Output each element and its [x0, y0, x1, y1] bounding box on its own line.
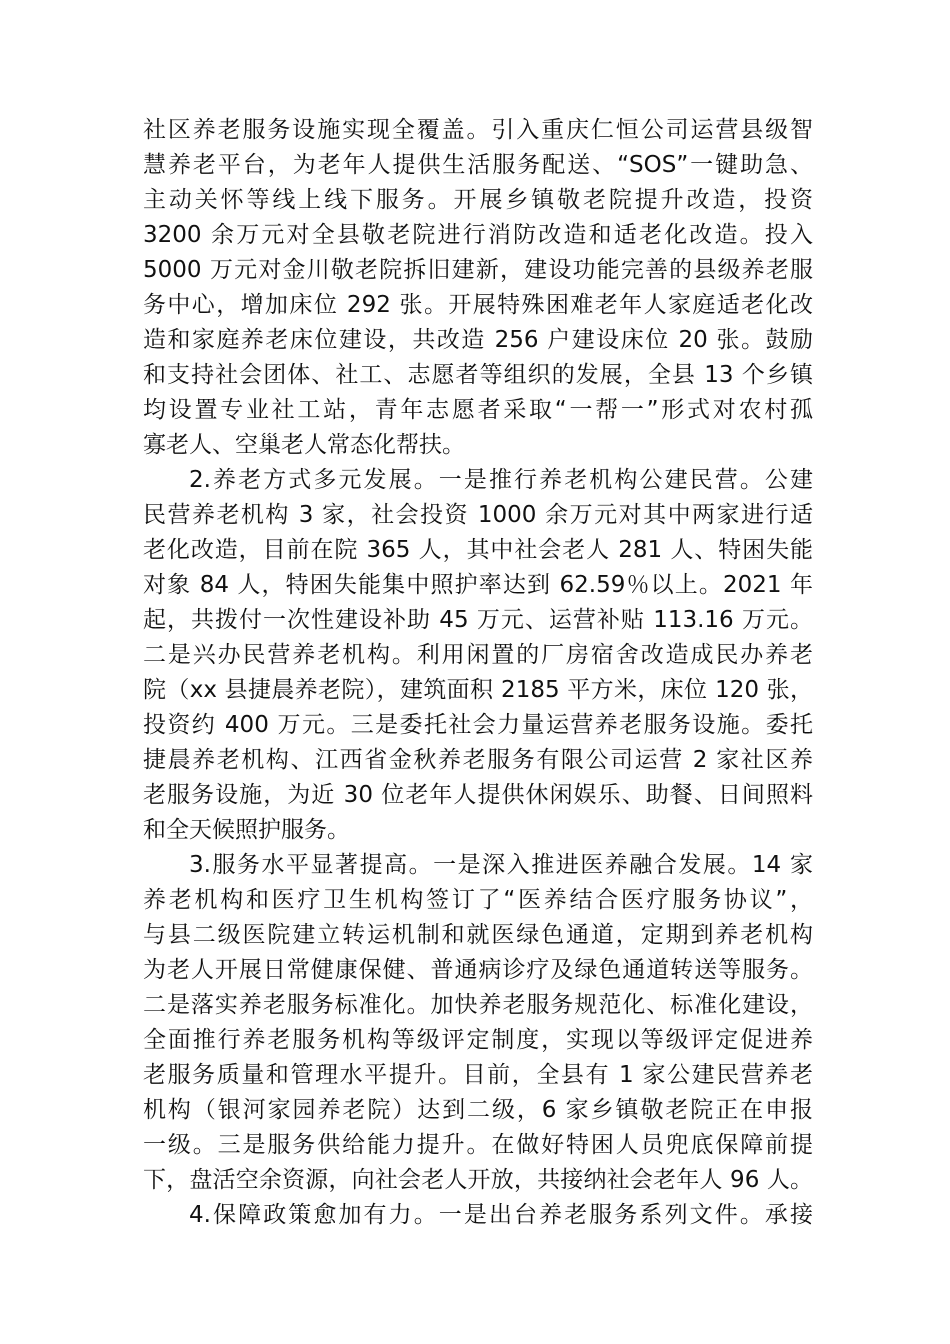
text-line: 为老人开展日常健康保健、普通病诊疗及绿色通道转送等服务。 — [143, 957, 813, 983]
text-line: 均设置专业社工站，青年志愿者采取“一帮一”形式对农村孤 — [143, 397, 813, 423]
text-line: 和支持社会团体、社工、志愿者等组织的发展，全县 13 个乡镇 — [143, 362, 813, 388]
text-line: 社区养老服务设施实现全覆盖。引入重庆仁恒公司运营县级智 — [143, 117, 813, 143]
text-line: 二是兴办民营养老机构。利用闲置的厂房宿舍改造成民办养老 — [143, 642, 813, 668]
text-line: 主动关怀等线上线下服务。开展乡镇敬老院提升改造，投资 — [143, 187, 813, 213]
text-line: 寡老人、空巢老人常态化帮扶。 — [143, 432, 465, 458]
text-line: 院（xx 县捷晨养老院），建筑面积 2185 平方米，床位 120 张， — [143, 677, 813, 703]
text-line: 慧养老平台，为老年人提供生活服务配送、“SOS”一键助急、 — [143, 152, 813, 178]
text-line: 5000 万元对金川敬老院拆旧建新，建设功能完善的县级养老服 — [143, 257, 813, 283]
text-line: 务中心，增加床位 292 张。开展特殊困难老年人家庭适老化改 — [143, 292, 813, 318]
text-line: 二是落实养老服务标准化。加快养老服务规范化、标准化建设， — [143, 992, 813, 1018]
text-line: 全面推行养老服务机构等级评定制度，实现以等级评定促进养 — [143, 1027, 813, 1053]
text-line: 投资约 400 万元。三是委托社会力量运营养老服务设施。委托 — [143, 712, 813, 738]
text-line: 和全天候照护服务。 — [143, 817, 350, 843]
paragraph-first-line: 2.养老方式多元发展。一是推行养老机构公建民营。公建 — [189, 467, 813, 493]
text-line: 与县二级医院建立转运机制和就医绿色通道，定期到养老机构 — [143, 922, 813, 948]
text-line: 起，共拨付一次性建设补助 45 万元、运营补贴 113.16 万元。 — [143, 607, 813, 633]
text-line: 老化改造，目前在院 365 人，其中社会老人 281 人、特困失能 — [143, 537, 813, 563]
text-line: 对象 84 人，特困失能集中照护率达到 62.59％以上。2021 年 — [143, 572, 813, 598]
text-line: 造和家庭养老床位建设，共改造 256 户建设床位 20 张。鼓励 — [143, 327, 813, 353]
text-line: 老服务设施，为近 30 位老年人提供休闲娱乐、助餐、日间照料 — [143, 782, 813, 808]
text-line: 一级。三是服务供给能力提升。在做好特困人员兜底保障前提 — [143, 1132, 813, 1158]
paragraph-first-line: 3.服务水平显著提高。一是深入推进医养融合发展。14 家 — [189, 852, 813, 878]
text-line: 老服务质量和管理水平提升。目前，全县有 1 家公建民营养老 — [143, 1062, 813, 1088]
text-line: 捷晨养老机构、江西省金秋养老服务有限公司运营 2 家社区养 — [143, 747, 813, 773]
text-line: 下，盘活空余资源，向社会老人开放，共接纳社会老年人 96 人。 — [143, 1167, 813, 1193]
text-line: 机构（银河家园养老院）达到二级，6 家乡镇敬老院正在申报 — [143, 1097, 813, 1123]
text-line: 民营养老机构 3 家，社会投资 1000 余万元对其中两家进行适 — [143, 502, 813, 528]
text-line: 3200 余万元对全县敬老院进行消防改造和适老化改造。投入 — [143, 222, 813, 248]
text-line: 养老机构和医疗卫生机构签订了“医养结合医疗服务协议”， — [143, 887, 813, 913]
document-body — [143, 113, 813, 1233]
paragraph-first-line: 4.保障政策愈加有力。一是出台养老服务系列文件。承接 — [189, 1202, 813, 1228]
